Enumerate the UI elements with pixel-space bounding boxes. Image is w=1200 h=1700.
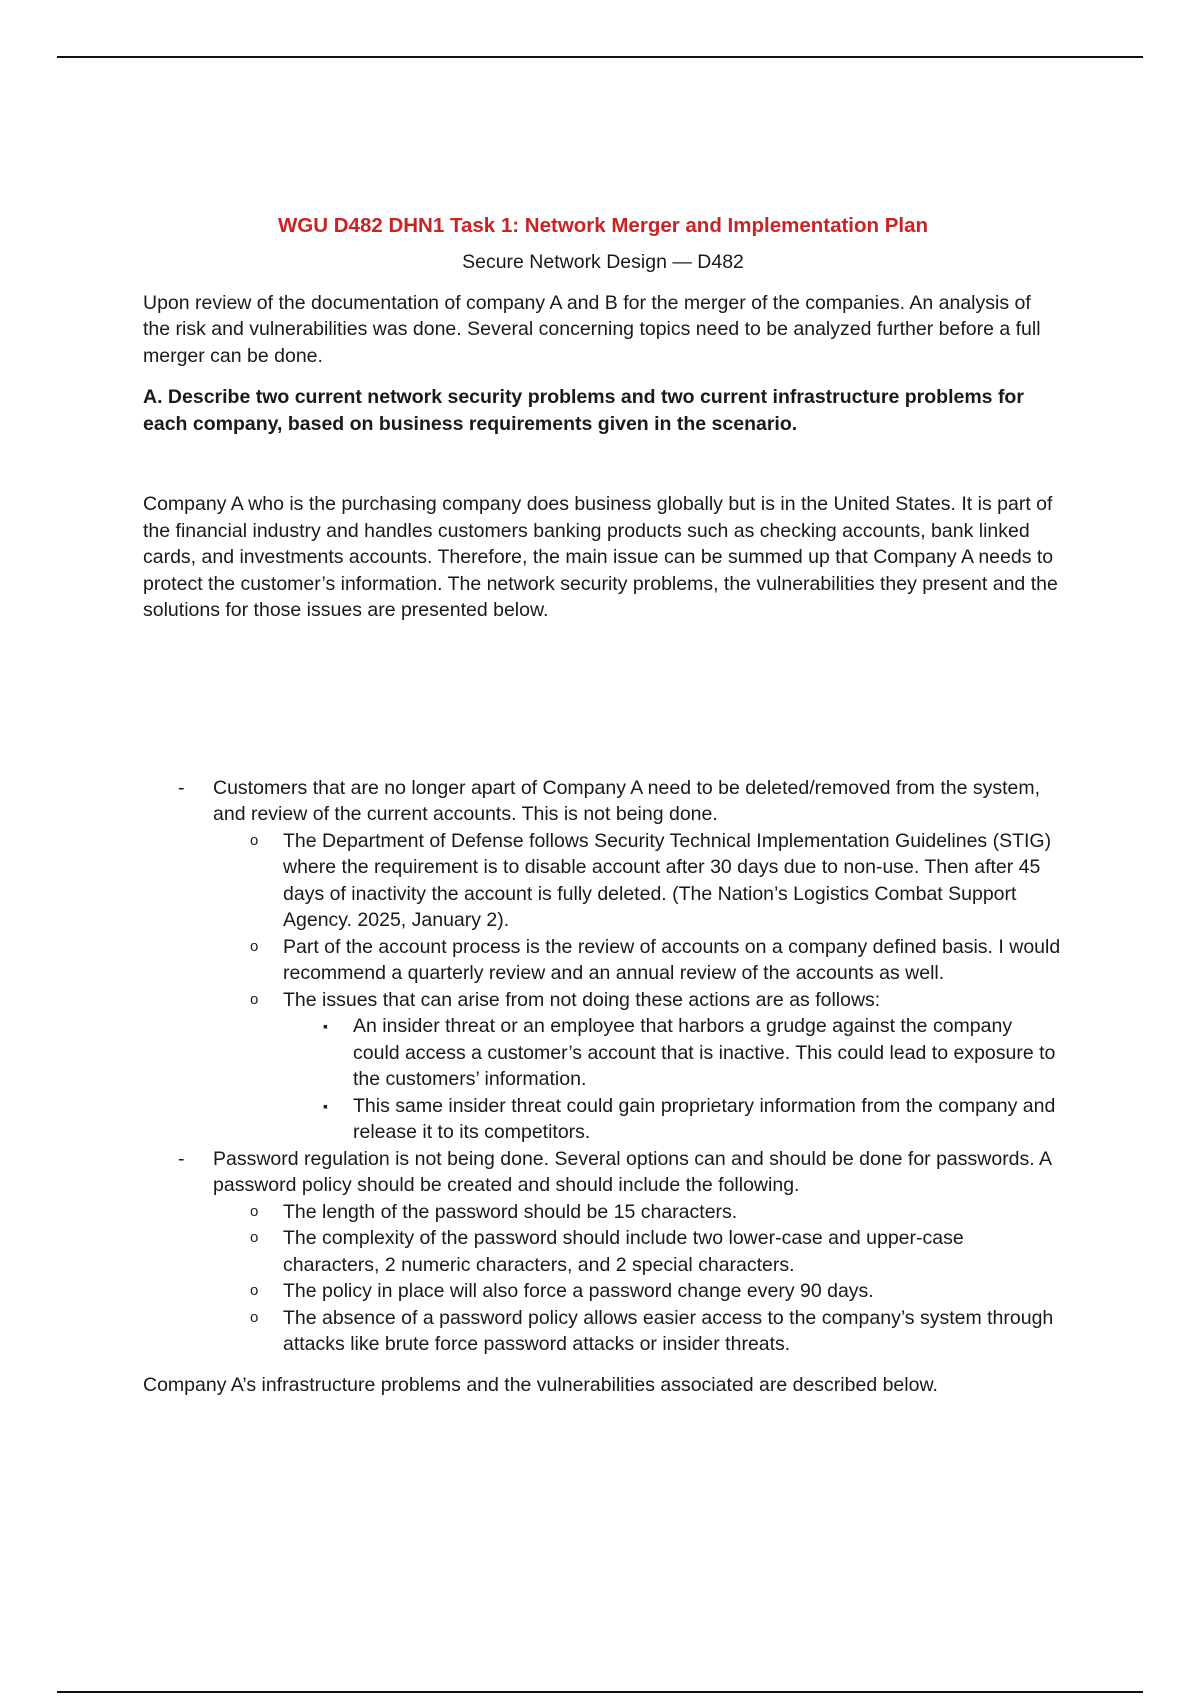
top-rule <box>57 56 1143 58</box>
intro-paragraph: Upon review of the documentation of company A and B for the merger of the companies. An analysis of the risk and vulnerabilities was done. Several concerning topics need to be analyzed further before a full merger can be done. <box>143 291 1041 367</box>
list-item <box>213 828 1063 934</box>
sub-list <box>213 1199 1063 1358</box>
document-title: WGU D482 DHN1 Task 1: Network Merger and Implementation Plan <box>277 214 929 237</box>
list-item <box>213 1278 1063 1305</box>
circle-bullet: o <box>250 990 259 1008</box>
list-item <box>213 1199 1063 1226</box>
dash-bullet: - <box>178 776 185 799</box>
list-item <box>283 1093 1063 1146</box>
list-item <box>213 1225 1063 1278</box>
list-item-text: The absence of a password policy allows easier access to the company’s system through attacks like brute force password attacks or insider threats. <box>283 1306 1054 1355</box>
section-a-heading: A. Describe two current network security problems and two current infrastructure problems for each company, based on business requirements given in the scenario. <box>143 386 1024 435</box>
list-item-text: The issues that can arise from not doing these actions are as follows: <box>283 988 881 1011</box>
list-item-text: An insider threat or an employee that harbors a grudge against the company could access a customer’s account that is inactive. This could lead to exposure to the customers’ information. <box>353 1015 1056 1090</box>
circle-bullet: o <box>250 1308 259 1326</box>
document-subtitle: Secure Network Design — D482 <box>462 251 744 273</box>
list-item-text: The Department of Defense follows Security Technical Implementation Guidelines (STIG) where the requirement is to disable account after 30 days due to non-use. Then after 45 days of inactivity the account is fully deleted. (The Nation’s Logistics Combat Support Agency. 2025, January 2). <box>283 829 1052 931</box>
circle-bullet: o <box>250 1229 259 1246</box>
sub-list <box>213 828 1063 1146</box>
dash-bullet: - <box>178 1147 185 1170</box>
document-body <box>143 212 1063 1398</box>
list-item <box>283 1013 1063 1093</box>
list-item <box>143 775 1063 1146</box>
list-item-text: Customers that are no longer apart of Company A need to be deleted/removed from the system, and review of the current accounts. This is not being done. <box>213 776 1041 825</box>
list-item <box>143 1146 1063 1358</box>
closing-paragraph: Company A’s infrastructure problems and the vulnerabilities associated are described below. <box>143 1373 938 1396</box>
problem-list <box>143 775 1063 1358</box>
list-item <box>213 987 1063 1146</box>
square-bullet: ▪ <box>323 1018 328 1034</box>
company-a-paragraph: Company A who is the purchasing company does business globally but is in the United States. It is part of the financial industry and handles customers banking products such as checking accounts, bank linked cards, and investments accounts. Therefore, the main issue can be summed up that Company A needs to protect the customer’s information. The network security problems, the vulnerabilities they present and the solutions for those issues are presented below. <box>143 493 1058 621</box>
list-item-text: This same insider threat could gain proprietary information from the company and release it to its competitors. <box>353 1094 1056 1143</box>
square-bullet: ▪ <box>323 1097 328 1114</box>
list-item <box>213 934 1063 987</box>
bottom-rule <box>57 1691 1143 1693</box>
circle-bullet: o <box>250 1282 259 1299</box>
detail-list <box>283 1013 1063 1146</box>
circle-bullet: o <box>250 937 259 955</box>
list-item-text: The length of the password should be 15 characters. <box>283 1200 738 1223</box>
circle-bullet: o <box>250 831 259 849</box>
list-item-text: Part of the account process is the review of accounts on a company defined basis. I would recommend a quarterly review and an annual review of the accounts as well. <box>283 935 1061 984</box>
list-item-text: Password regulation is not being done. Several options can and should be done for passwords. A password policy should be created and should include the following. <box>213 1147 1051 1196</box>
circle-bullet: o <box>250 1202 259 1220</box>
list-item-text: The policy in place will also force a password change every 90 days. <box>283 1280 874 1302</box>
list-item <box>213 1305 1063 1358</box>
list-item-text: The complexity of the password should include two lower-case and upper-case characters, 2 numeric characters, and 2 special characters. <box>283 1227 964 1276</box>
